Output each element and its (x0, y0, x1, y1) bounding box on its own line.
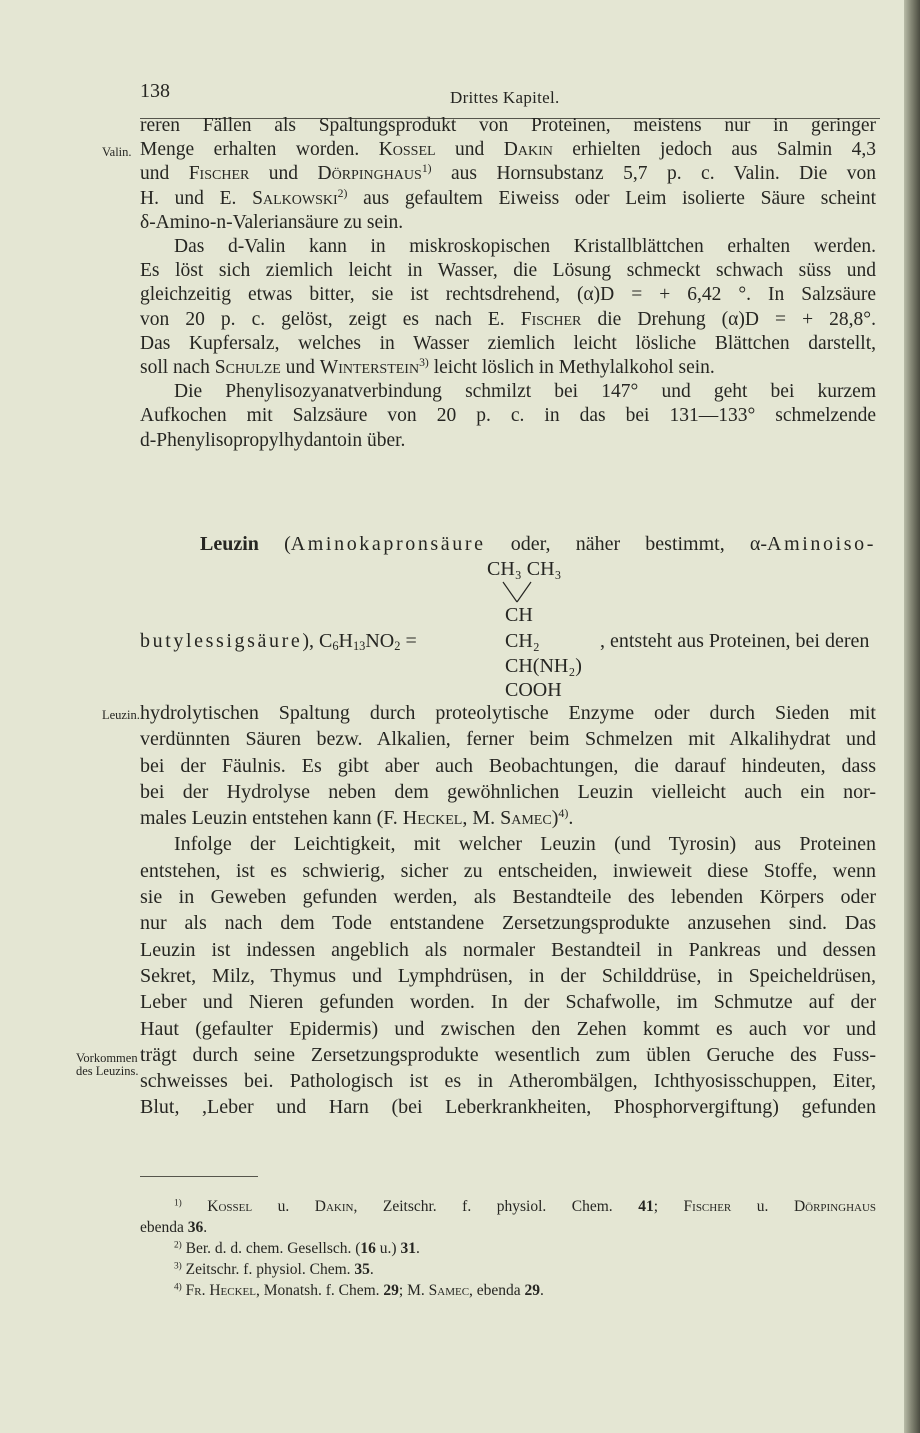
text-run: . (203, 1219, 208, 1236)
formula-ch2: CH₂ (505, 630, 540, 652)
text-run: u.) (375, 1240, 401, 1257)
text-run: soll nach (140, 357, 215, 379)
text-line (140, 1238, 876, 1259)
text-run: ebenda (140, 1219, 188, 1236)
text-line (140, 308, 876, 332)
formula-butyl-line (140, 630, 417, 653)
running-title: Drittes Kapitel. (450, 88, 560, 107)
text-run: butylessigsäure (140, 630, 303, 652)
text-run: = (400, 630, 417, 652)
text-run: Kossel (207, 1198, 253, 1215)
text-run: Heckel (402, 807, 463, 830)
text-run: verdünnten Säuren bezw. Alkalien, ferner beim Schmelzen mit Alkalihydrat und (140, 728, 876, 751)
text-run: 29 (524, 1282, 541, 1299)
text-run: H (338, 630, 353, 652)
text-run: NO (365, 630, 395, 652)
text-run: . (568, 807, 574, 830)
text-run: 41 (638, 1198, 654, 1215)
text-run: , M. (462, 807, 501, 830)
text-line (140, 356, 876, 380)
text-run: Haut (gefaulter Epidermis) und zwischen den Zehen kommt es auch vor und (140, 1017, 876, 1040)
text-run: . (415, 1240, 420, 1257)
text-run: Aminoiso- (767, 533, 876, 555)
text-run: aus Hornsubstanz 5,7 p. c. Valin. Die von (431, 163, 877, 185)
text-run: 2) (174, 1240, 182, 1251)
text-run: erhielten jedoch aus Salmin 4,3 (552, 139, 876, 161)
text-line (140, 1259, 876, 1280)
text-run: Das d-Valin kann in miskroskopischen Kristallblättchen erhalten werden. (174, 236, 876, 258)
text-line (140, 1196, 876, 1217)
text-line (140, 1016, 876, 1042)
text-run: Zeitschr. f. physiol. Chem. (181, 1261, 355, 1278)
text-line (140, 753, 876, 779)
text-run: Schulze (214, 357, 281, 379)
text-run: u. (252, 1198, 315, 1215)
text-run: Die Phenylisozyanatverbindung schmilzt bei 147° und geht bei kurzem (174, 381, 876, 403)
text-run: Aufkochen mit Salzsäure von 20 p. c. in das bei 131—133° schmelzende (140, 405, 876, 427)
text-run: Winterstein (319, 357, 420, 379)
text-run: Salkowski (252, 187, 338, 209)
text-run: trägt durch seine Zersetzungsprodukte wesentlich zum üblen Geruche des Fuss- (140, 1043, 876, 1066)
margin-note-line: Vorkommen (76, 1051, 138, 1065)
formula-ch: CH (505, 604, 533, 626)
footnotes (140, 1196, 876, 1301)
text-line (140, 1094, 876, 1120)
text-run: bei der Hydrolyse neben dem gewöhnlichen Leuzin vielleicht auch ein nor- (140, 780, 876, 803)
text-run: 4) (174, 1282, 182, 1293)
text-run: , ebenda (469, 1282, 525, 1299)
text-line (140, 1068, 876, 1094)
text-line (140, 429, 876, 453)
text-run: Dakin (314, 1198, 354, 1215)
text-block-leuzin (140, 700, 876, 1121)
text-run: von 20 p. c. gelöst, zeigt es nach E. (140, 308, 521, 330)
text-line (140, 989, 876, 1015)
text-run: Dörpinghaus (317, 163, 422, 185)
text-run: 36 (187, 1219, 204, 1236)
text-run: 13 (352, 639, 366, 654)
text-run: ; M. (398, 1282, 429, 1299)
text-run: . (369, 1261, 374, 1278)
text-run: die Drehung (α)D = + 28,8°. (581, 308, 876, 330)
text-run: entstehen, ist es schwierig, sicher zu entscheiden, inwieweit diese Stoffe, wenn (140, 859, 876, 882)
text-run: Leuzin ist indessen angeblich als normaler Bestandteil in Pankreas und dessen (140, 938, 876, 961)
text-run: Aminokapronsäure (290, 533, 486, 555)
text-line (140, 235, 876, 259)
text-run: 4) (558, 806, 569, 820)
text-run: und (280, 357, 320, 379)
margin-note-leuzin: Leuzin. (102, 708, 140, 722)
text-run: reren Fällen als Spaltungsprodukt von Proteinen, meistens nur in geringer (140, 115, 876, 136)
formula-trailing-text: , entsteht aus Proteinen, bei deren (600, 630, 870, 652)
formula-ch-nh2: CH(NH₂) (505, 655, 582, 677)
text-run: nur als nach dem Tode entstandene Zersetzungsprodukte anzusehen sind. Das (140, 912, 876, 935)
text-run: d-Phenylisopropylhydantoin über. (140, 429, 406, 451)
formula-cooh: COOH (505, 679, 562, 701)
text-run: 3) (174, 1261, 182, 1272)
text-run: bei der Fäulnis. Es gibt aber auch Beobachtungen, die darauf hindeuten, dass (140, 754, 876, 777)
text-run: u. (731, 1198, 794, 1215)
text-run: Kossel (378, 139, 436, 161)
text-run: Dörpinghaus (793, 1198, 877, 1215)
text-run: und (249, 163, 318, 185)
text-line (140, 162, 876, 186)
text-run: 2 (394, 639, 401, 654)
text-line (140, 963, 876, 989)
formula-methyl-groups: CH₃ CH₃ (487, 558, 562, 580)
text-run: schweisses bei. Pathologisch ist es in Atherombälgen, Ichthyosisschuppen, Eiter, (140, 1070, 876, 1093)
text-run: 29 (383, 1282, 399, 1299)
margin-note-line: des Leuzins. (76, 1064, 139, 1078)
text-run: Infolge der Leichtigkeit, mit welcher Leuzin (und Tyrosin) aus Proteinen (174, 833, 876, 856)
text-run (182, 1198, 208, 1215)
text-line (140, 805, 876, 831)
text-run: Das Kupfersalz, welches in Wasser ziemlich leicht lösliche Blättchen darstellt, (140, 332, 876, 354)
text-run: Leuzin (200, 533, 259, 555)
text-line (140, 332, 876, 356)
text-run: ( (258, 533, 291, 555)
text-line (140, 726, 876, 752)
text-line (140, 404, 876, 428)
text-run: 1) (421, 162, 432, 176)
text-run: Fischer (683, 1198, 732, 1215)
text-line (140, 910, 876, 936)
text-line (140, 858, 876, 884)
text-run: , Monatsh. f. Chem. (255, 1282, 384, 1299)
text-run: und (435, 139, 504, 161)
text-run: 3) (419, 356, 429, 370)
text-run: H. und E. (140, 187, 253, 209)
text-line (140, 1217, 876, 1238)
text-run: 6 (332, 639, 339, 654)
text-run: leicht löslich in Methylalkohol sein. (428, 357, 715, 379)
text-run: oder, näher bestimmt, α- (485, 533, 768, 555)
text-run: gleichzeitig etwas bitter, sie ist rechtsdrehend, (α)D = + 6,42 °. In Salzsäure (140, 284, 876, 306)
text-run: ; (653, 1198, 684, 1215)
text-line (140, 1280, 876, 1301)
text-run: , Zeitschr. f. physiol. Chem. (353, 1198, 639, 1215)
text-run: Samec (500, 807, 552, 830)
text-line (140, 380, 876, 404)
text-run: Leber und Nieren gefunden worden. In der Schafwolle, im Schmutze auf der (140, 991, 876, 1014)
formula-bond-lines (497, 580, 537, 604)
text-line (140, 138, 876, 162)
text-line (140, 779, 876, 805)
text-run: und (140, 163, 189, 185)
margin-note-valin: Valin. (102, 145, 132, 159)
text-run: aus gefaultem Eiweiss oder Leim isolierte Säure scheint (347, 187, 876, 209)
text-line (140, 831, 876, 857)
text-run: males Leuzin entstehen kann (F. (140, 807, 403, 830)
text-line (140, 283, 876, 307)
footnote-rule (140, 1176, 258, 1177)
text-run: 1) (174, 1198, 182, 1209)
text-run: Fischer (520, 308, 582, 330)
margin-note-vorkommen (76, 1052, 138, 1078)
text-run: 31 (400, 1240, 416, 1257)
text-run: Menge erhalten worden. (140, 139, 379, 161)
text-run: ) (551, 807, 559, 830)
text-run: Fr. Heckel (185, 1282, 256, 1299)
leuzin-heading-line (200, 533, 876, 556)
text-run: hydrolytischen Spaltung durch proteolytische Enzyme oder durch Sieden mit (140, 702, 876, 724)
text-line (140, 114, 876, 138)
text-line (140, 187, 876, 211)
text-run: . (540, 1282, 544, 1299)
text-run: 35 (354, 1261, 370, 1278)
text-run: Dakin (503, 139, 553, 161)
text-run: ), C (302, 630, 333, 652)
text-run: Blut, ,Leber und Harn (bei Leberkrankheiten, Phosphorvergiftung) gefunden (140, 1096, 876, 1119)
text-line (140, 700, 876, 726)
text-run: Es löst sich ziemlich leicht in Wasser, die Lösung schmeckt schwach süss und (140, 260, 876, 282)
text-block-valin (140, 114, 876, 453)
text-run: Ber. d. d. chem. Gesellsch. ( (181, 1240, 361, 1257)
text-run: Fischer (188, 163, 250, 185)
text-line (140, 211, 876, 235)
page-edge-shadow (904, 0, 920, 1433)
page-number: 138 (140, 80, 170, 102)
text-run: sie in Geweben gefunden werden, als Bestandteile des lebenden Körpers oder (140, 886, 876, 909)
text-line (140, 937, 876, 963)
text-run: 16 (360, 1240, 376, 1257)
text-run: Sekret, Milz, Thymus und Lymphdrüsen, in der Schilddrüse, in Speicheldrüsen, (140, 964, 876, 987)
text-line (140, 884, 876, 910)
text-line (140, 259, 876, 283)
text-run: δ-Amino-n-Valeriansäure zu sein. (140, 211, 404, 233)
text-line (140, 1042, 876, 1068)
text-run: 2) (337, 186, 348, 200)
text-run: Samec (428, 1282, 470, 1299)
